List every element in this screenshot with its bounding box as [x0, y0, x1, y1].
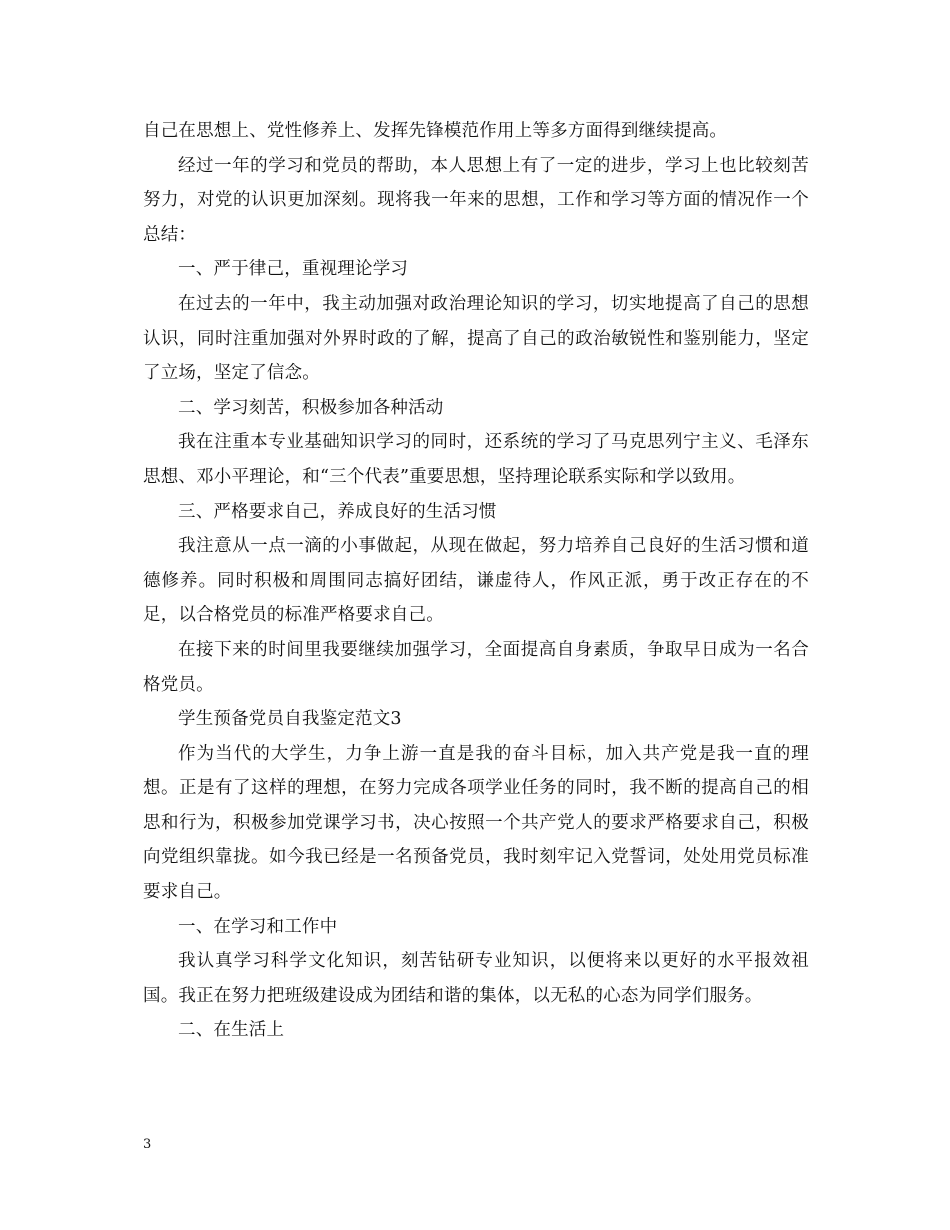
document-body — [143, 114, 809, 1048]
section-heading: 一、在学习和工作中 — [178, 916, 338, 937]
paragraph: 在过去的一年中，我主动加强对政治理论知识的学习，切实地提高了自己的思想认识，同时注重加强对外界时政的了解，提高了自己的政治敏锐性和鉴别能力，坚定了立场，坚定了信念。 — [143, 293, 809, 384]
paragraph: 经过一年的学习和党员的帮助，本人思想上有了一定的进步，学习上也比较刻苦努力，对党的认识更加深刻。现将我一年来的思想，工作和学习等方面的情况作一个总结： — [143, 155, 809, 245]
section-heading: 二、在生活上 — [178, 1020, 285, 1041]
paragraph: 作为当代的大学生，力争上游一直是我的奋斗目标，加入共产党是我一直的理想。正是有了这样的理想，在努力完成各项学业任务的同时，我不断的提高自己的相思和行为，积极参加党课学习书，决心按照一个共产党人的要求严格要求自己，积极向党组织靠拢。如今我已经是一名预备党员，我时刻牢记入党誓词，处处用党员标准要求自己。 — [143, 743, 809, 903]
paragraph: 在接下来的时间里我要继续加强学习，全面提高自身素质，争取早日成为一名合格党员。 — [143, 639, 809, 695]
document-title: 学生预备党员自我鉴定范文3 — [178, 709, 402, 730]
paragraph: 我在注重本专业基础知识学习的同时，还系统的学习了马克思列宁主义、毛泽东思想、邓小平理论，和“三个代表”重要思想，坚持理论联系实际和学以致用。 — [143, 432, 809, 487]
section-heading: 二、学习刻苦，积极参加各种活动 — [178, 397, 444, 418]
section-heading: 三、严格要求自己，养成良好的生活习惯 — [178, 501, 497, 522]
section-heading: 一、严于律己，重视理论学习 — [178, 259, 409, 280]
paragraph: 我注意从一点一滴的小事做起，从现在做起，努力培养自己良好的生活习惯和道德修养。同时积极和周围同志搞好团结，谦虚待人，作风正派，勇于改正存在的不足，以合格党员的标准严格要求自己。 — [143, 536, 809, 626]
paragraph: 我认真学习科学文化知识，刻苦钻研专业知识，以便将来以更好的水平报效祖国。我正在努力把班级建设成为团结和谐的集体，以无私的心态为同学们服务。 — [143, 951, 809, 1006]
paragraph: 自己在思想上、党性修养上、发挥先锋模范作用上等多方面得到继续提高。 — [143, 121, 728, 141]
page-number: 3 — [143, 1137, 152, 1152]
